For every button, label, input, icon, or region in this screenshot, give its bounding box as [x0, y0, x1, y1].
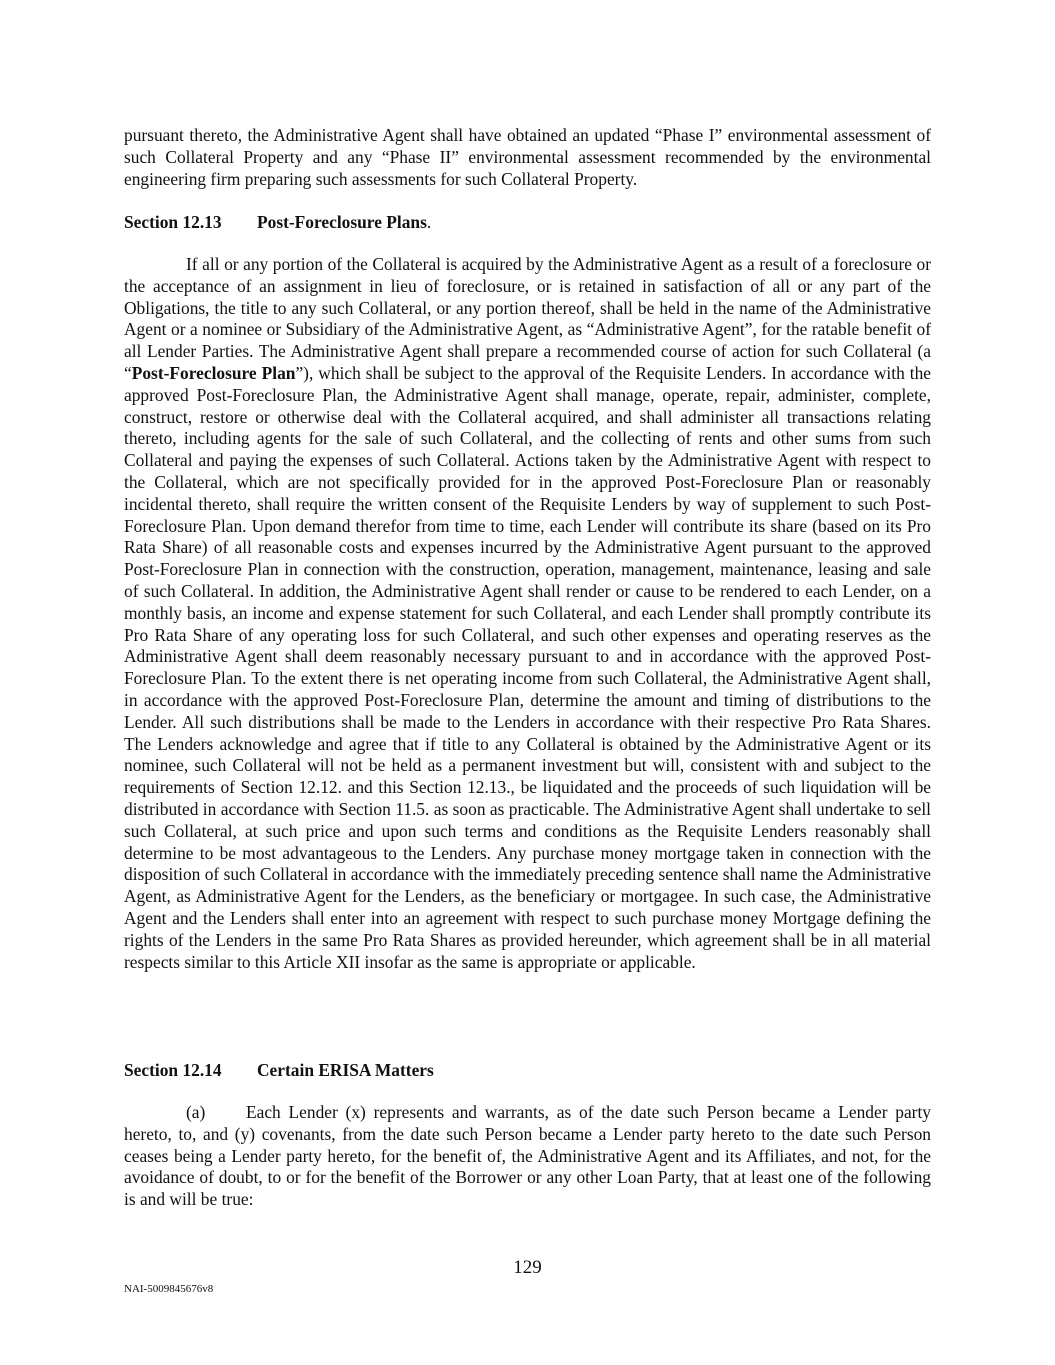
- section-number: Section 12.13: [124, 212, 222, 232]
- page-number: 129: [513, 1257, 542, 1278]
- section-12-13-body: [124, 254, 931, 973]
- body-text-part-2: ”), which shall be subject to the approval of the Requisite Lenders. In accordance with the approved Post-Foreclosure Plan, the Administrative Agent shall manage, operate, repair, administer, complete, construct, restore or otherwise deal with the Collateral acquired, and shall administer all transactions relating thereto, including agents for the sale of such Collateral, and the collecting of rents and other sums from such Collateral and paying the expenses of such Collateral. Actions taken by the Administrative Agent with respect to the Collateral, which are not specifically provided for in the approved Post-Foreclosure Plan or reasonably incidental thereto, shall require the written consent of the Requisite Lenders by way of supplement to such Post-Foreclosure Plan. Upon demand therefor from time to time, each Lender will contribute its share (based on its Pro Rata Share) of all reasonable costs and expenses incurred by the Administrative Agent pursuant to the approved Post-Foreclosure Plan in connection with the construction, operation, management, maintenance, leasing and sale of such Collateral. In addition, the Administrative Agent shall render or cause to be rendered to each Lender, on a monthly basis, an income and expense statement for such Collateral, and each Lender shall promptly contribute its Pro Rata Share of any operating loss for such Collateral, and such other expenses and operating reserves as the Administrative Agent shall deem reasonably necessary pursuant to and in accordance with the approved Post-Foreclosure Plan. To the extent there is net operating income from such Collateral, the Administrative Agent shall, in accordance with the approved Post-Foreclosure Plan, determine the amount and timing of distributions to the Lender. All such distributions shall be made to the Lenders in accordance with their respective Pro Rata Shares. The Lenders acknowledge and agree that if title to any Collateral is obtained by the Administrative Agent or its nominee, such Collateral will not be held as a permanent investment but will, consistent with and subject to the requirements of Section 12.12. and this Section 12.13., be liquidated and the proceeds of such liquidation will be distributed in accordance with Section 11.5. as soon as practicable. The Administrative Agent shall undertake to sell such Collateral, at such price and upon such terms and conditions as the Requisite Lenders reasonably shall determine to be most advantageous to the Lenders. Any purchase money mortgage taken in connection with the disposition of such Collateral in accordance with the immediately preceding sentence shall name the Administrative Agent, as Administrative Agent for the Lenders, as the beneficiary or mortgagee. In such case, the Administrative Agent and the Lenders shall enter into an agreement with respect to such purchase money Mortgage defining the rights of the Lenders in the same Pro Rata Shares as provided hereunder, which agreement shall be in all material respects similar to this Article XII insofar as the same is appropriate or applicable.: [124, 362, 931, 972]
- document-id: NAI-5009845676v8: [124, 1283, 214, 1295]
- defined-term: Post-Foreclosure Plan: [131, 362, 296, 383]
- item-text: Each Lender (x) represents and warrants, as of the date such Person became a Lender party hereto, to, and (y) covenants, from the date such Person became a Lender party hereto to the date such Person ceases being a Lender party hereto, for the benefit of, the Administrative Agent and its Affiliates, and not, for the avoidance of doubt, to or for the benefit of the Borrower or any other Loan Party, that at least one of the following is and will be true:: [124, 1102, 931, 1210]
- section-title: Certain ERISA Matters: [257, 1060, 434, 1080]
- body-text-part-1: If all or any portion of the Collateral is acquired by the Administrative Agent as a result of a foreclosure or the acceptance of an assignment in lieu of foreclosure, or is retained in satisfaction of all or any part of the Obligations, the title to any such Collateral, or any portion thereof, shall be held in the name of the Administrative Agent or a nominee or Subsidiary of the Administrative Agent, as “Administrative Agent”, for the ratable benefit of all Lender Parties. The Administrative Agent shall prepare a recommended course of action for such Collateral (a “: [124, 254, 931, 383]
- section-number: Section 12.14: [124, 1060, 222, 1080]
- section-12-14-heading: [124, 1059, 931, 1081]
- section-12-14-item-a: [124, 1102, 931, 1211]
- section-title-suffix: .: [426, 212, 432, 232]
- item-label: (a): [186, 1102, 206, 1122]
- section-title: Post-Foreclosure Plans: [257, 212, 427, 232]
- intro-paragraph: pursuant thereto, the Administrative Agent shall have obtained an updated “Phase I” environmental assessment of such Collateral Property and any “Phase II” environmental assessment recommended by the environmental engineering firm preparing such assessments for such Collateral Property.: [124, 125, 931, 189]
- section-12-13-heading: [124, 211, 931, 233]
